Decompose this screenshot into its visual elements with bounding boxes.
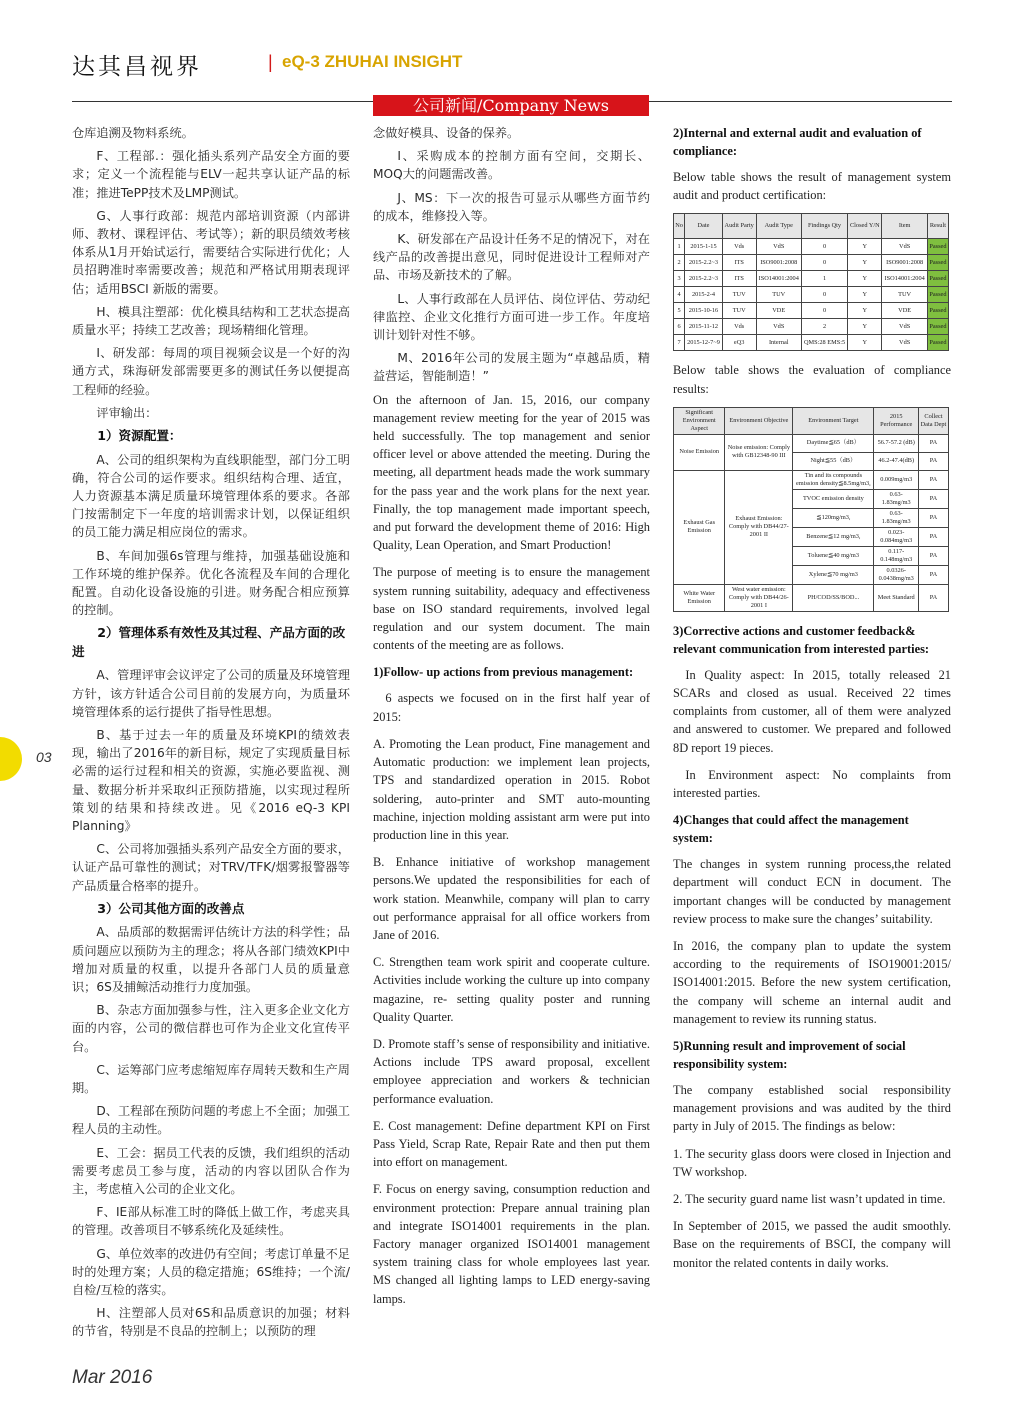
audit-heading: 2)Internal and external audit and evaluation of compliance: — [673, 126, 922, 158]
table-cell: 7 — [674, 335, 685, 351]
table-header-cell: Audit Party — [722, 214, 756, 239]
paragraph: A、公司的组织架构为直线职能型，部门分工明确，符合公司的运作要求。组织结构合理、适宜，人力资源基本满足质量环境管理体系的要求。各部门按需制定下一年度的培训需求计划，以保证组织的员工能力满足相应岗位的需求。 — [72, 452, 350, 540]
paragraph: I、采购成本的控制方面有空间，交期长、MOQ大的问题需改善。 — [373, 149, 650, 182]
table-cell: ITS — [722, 271, 756, 287]
table-cell: Benzene≦12 mg/m3, — [793, 527, 874, 546]
table-cell: 5 — [674, 303, 685, 319]
table-row — [674, 319, 949, 335]
changes-paragraph-2: In 2016, the company plan to update the system according to the requirements of ISO19001:2015/ ISO14001:2015. Before the new system certification, the company will scheme an internal audit and management to review its running status. — [673, 939, 951, 1026]
paragraph: 仓库追溯及物料系统。 — [72, 126, 194, 140]
paragraph: J、MS：下一次的报告可显示从哪些方面节约的成本，维修投入等。 — [373, 190, 650, 223]
paragraph: 6 aspects we focused on in the first half year of 2015: — [373, 691, 650, 724]
table-cell: VDE — [882, 303, 927, 319]
aspect-cell: White Water Emission — [674, 584, 725, 611]
aspect-cell: Exhaust Gas Emission — [674, 470, 725, 584]
table-cell: 46.2-47.4(dB) — [874, 452, 918, 470]
table-cell: ISO9001:2008 — [756, 255, 801, 271]
table-cell: ISO9001:2008 — [882, 255, 927, 271]
objective-cell: West water emission: Comply with DB44/26-2001 I — [725, 584, 793, 611]
table-cell: QMS:28 EMS:5 — [801, 335, 847, 351]
social-responsibility-heading: 5)Running result and improvement of social responsibility system: — [673, 1039, 906, 1072]
social-paragraph-1: The company established social responsibility management provisions and was audited by the third party in July of 2015. The findings as below: — [673, 1083, 951, 1134]
section-banner: 公司新闻/Company News — [373, 95, 649, 116]
table-cell: 2015-1-15 — [685, 239, 723, 255]
table-header-cell: Findings Qty — [801, 214, 847, 239]
table-cell: 3 — [674, 271, 685, 287]
result-badge: Passed — [927, 303, 948, 319]
paragraph: B、杂志方面加强参与性，注入更多企业文化方面的内容，公司的微信群也可作为企业文化宣传平台。 — [72, 1003, 350, 1054]
brand-chinese: 达其昌视界 — [72, 54, 202, 80]
page-number: 03 — [36, 749, 52, 765]
paragraph: G、单位效率的改进仍有空间；考虑订单量不足时的处理方案；人员的稳定措施；6S维持；一个流/自检/互检的落实。 — [72, 1246, 350, 1297]
paragraph: E. Cost management: Define department KPI on First Pass Yield, Scrap Rate, Repair Rate and then put them into effort on management. — [373, 1118, 650, 1170]
table-cell: Meet Standard — [874, 584, 918, 611]
issue-date: Mar 2016 — [72, 1367, 153, 1388]
paragraph: A、管理评审会议评定了公司的质量及环境管理方针，该方针适合公司目前的发展方向，为质量环境管理体系的运行提供了指导性思想。 — [72, 668, 350, 719]
evaluation-intro: Below table shows the evaluation of compliance results: — [673, 363, 951, 396]
quality-aspect-paragraph: In Quality aspect: In 2015, totally released 21 SCARs and closed as usual. Received 22 times complaints from customer, all of them were analyzed and answered to customer. We prepared and followed 8D report 19 pieces. — [673, 667, 951, 755]
table-cell: Y — [848, 303, 882, 319]
table-header-cell: Date — [685, 214, 723, 239]
table-cell: PA — [918, 508, 948, 527]
table-cell: 0.023-0.084mg/m3 — [874, 527, 918, 546]
table-cell: 2 — [674, 255, 685, 271]
result-badge: Passed — [927, 239, 948, 255]
table-cell: TVOC emission density — [793, 489, 874, 508]
table-cell: PA — [918, 565, 948, 584]
audit-table-header — [674, 214, 949, 239]
paragraph: L、人事行政部在人员评估、岗位评估、劳动纪律监控、企业文化推行方面可进一步工作。年度培训计划针对性不够。 — [373, 291, 650, 343]
table-header-cell: Audit Type — [756, 214, 801, 239]
result-badge: Passed — [927, 255, 948, 271]
result-badge: Passed — [927, 319, 948, 335]
table-cell: ISO14001:2004 — [756, 271, 801, 287]
paragraph: B、车间加强6s管理与维持，加强基础设施和工作环境的维护保养。优化各流程及车间的合理化配置。自动化设备设施的引进。财务配合相应预算的控制。 — [72, 548, 350, 618]
table-cell: PA — [918, 489, 948, 508]
table-cell: Y — [848, 335, 882, 351]
table-cell: ITS — [722, 255, 756, 271]
table-header-cell: 2015 Performance — [874, 407, 918, 434]
social-paragraph-2: In September of 2015, we passed the audit smoothly. Base on the requirements of BSCI, the company will monitor the related contents in daily works. — [673, 1219, 951, 1270]
table-cell: 0 — [801, 239, 847, 255]
table-cell: TUV — [882, 287, 927, 303]
paragraph: F. Focus on energy saving, consumption reduction and environment protection: Prepare annual training plan and integrate ISO14001 requirements in the plan. Factory manager organized ISO14001 management system training class for whole employees last year. MS changed all lighting lamps to LED energy-saving lamps. — [373, 1182, 650, 1306]
paragraph: K、研发部在产品设计任务不足的情况下，对在线产品的改善提出意见，同时促进设计工程师对产品、市场及新技术的了解。 — [373, 232, 650, 283]
table-cell: Internal — [756, 335, 801, 351]
table-row — [674, 584, 949, 611]
page-number-marker — [0, 737, 22, 781]
aspect-cell: Noise Emission — [674, 434, 725, 470]
table-row — [674, 335, 949, 351]
table-cell: PA — [918, 470, 948, 489]
table-cell: Daytime≦65（dB） — [793, 434, 874, 452]
table-cell: TUV — [756, 287, 801, 303]
table-cell: Xylene≦70 mg/m3 — [793, 565, 874, 584]
paragraph: C. Strengthen team work spirit and cooperate culture. Activities include working the culture up into company magazine, re- setting quality poster and running Quality Quarter. — [373, 955, 650, 1024]
table-row — [674, 434, 949, 452]
table-cell: PA — [918, 452, 948, 470]
table-cell: 0 — [801, 303, 847, 319]
table-cell: 2015-2.2~3 — [685, 271, 723, 287]
table-cell: VdS — [882, 239, 927, 255]
paragraph: B. Enhance initiative of workshop management persons.We updated the responsibilities for each of work station. Meanwhile, company will plan to carry out performance appraisal for all office workers from Jane of 2016. — [373, 855, 650, 942]
table-cell: PA — [918, 527, 948, 546]
table-cell: Y — [848, 239, 882, 255]
table-cell: Tin and its compounds emission density≦8.5mg/m3, — [793, 470, 874, 489]
paragraph: The purpose of meeting is to ensure the management system running suitability, adequacy and effectiveness base on ISO standard requirements, involved legal regulation and our system document. The main contents of the meeting are as follows. — [373, 565, 650, 653]
table-cell: eQ3 — [722, 335, 756, 351]
table-cell: Y — [848, 255, 882, 271]
table-cell: 0.117-0.148mg/m3 — [874, 546, 918, 565]
page-header — [72, 46, 952, 82]
table-cell: 56.7-57.2 (dB) — [874, 434, 918, 452]
table-cell: 2015-10-16 — [685, 303, 723, 319]
table-cell: 2 — [801, 319, 847, 335]
table-cell: 2015-12-7~9 — [685, 335, 723, 351]
table-row — [674, 271, 949, 287]
table-cell: VdS — [882, 335, 927, 351]
table-cell: 4 — [674, 287, 685, 303]
table-cell: PA — [918, 546, 948, 565]
evaluation-table-header — [674, 407, 949, 434]
column-1 — [72, 124, 350, 1346]
section-heading: 1)Follow- up actions from previous management: — [373, 665, 634, 680]
table-cell: 2015-11-12 — [685, 319, 723, 335]
result-badge: Passed — [927, 271, 948, 287]
brand-separator: | — [268, 52, 273, 72]
column-2 — [373, 124, 650, 1317]
objective-cell: Exhaust Emission: Comply with DB44/27-2001 II — [725, 470, 793, 584]
evaluation-table — [673, 407, 949, 612]
table-cell: VdS — [756, 239, 801, 255]
table-header-cell: Environment Target — [793, 407, 874, 434]
audit-table — [673, 213, 949, 351]
table-cell: VdS — [882, 319, 927, 335]
environment-aspect-paragraph: In Environment aspect: No complaints from interested parties. — [673, 767, 951, 801]
table-row — [674, 239, 949, 255]
table-cell: 2015-2-4 — [685, 287, 723, 303]
paragraph: I、研发部：每周的项目视频会议是一个好的沟通方式，珠海研发部需要更多的测试任务以便提高工程师的经验。 — [72, 346, 350, 397]
section-heading: 2）管理体系有效性及其过程、产品方面的改进 — [72, 625, 346, 659]
table-cell: Y — [848, 271, 882, 287]
paragraph: F、IE部从标准工时的降低上做工作，考虑夹具的管理。改善项目不够系统化及延续性。 — [72, 1205, 350, 1238]
table-row — [674, 287, 949, 303]
table-cell: Night≦55（dB） — [793, 452, 874, 470]
table-cell: PA — [918, 434, 948, 452]
paragraph: H、注塑部人员对6S和品质意识的加强；材料的节省，特别是不良品的控制上；以预防的理 — [72, 1306, 350, 1339]
changes-heading: 4)Changes that could affect the management system: — [673, 813, 909, 846]
table-cell: ≦120mg/m3, — [793, 508, 874, 527]
table-row — [674, 303, 949, 319]
table-row — [674, 255, 949, 271]
table-cell: 1 — [801, 271, 847, 287]
paragraph: A、品质部的数据需评估统计方法的科学性；品质问题应以预防为主的理念；将从各部门绩效KPI中增加对质量的权重，以提升各部门人员的质量意识；6S及捕鲸活动推行力度加强。 — [72, 925, 350, 994]
table-cell: Vds — [722, 239, 756, 255]
table-header-cell: Significant Environment Aspect — [674, 407, 725, 434]
section-heading: 1）资源配置： — [97, 428, 182, 444]
table-cell: 6 — [674, 319, 685, 335]
table-cell: TUV — [722, 303, 756, 319]
paragraph: 念做好模具、设备的保养。 — [373, 126, 520, 140]
table-cell: 0.63-1.83mg/m3 — [874, 489, 918, 508]
table-cell: Vds — [722, 319, 756, 335]
table-header-cell: Collect Data Dept — [918, 407, 948, 434]
table-row — [674, 470, 949, 489]
brand-english: eQ-3 ZHUHAI INSIGHT — [282, 52, 463, 71]
table-cell: Y — [848, 319, 882, 335]
table-cell: VdS — [756, 319, 801, 335]
audit-intro: Below table shows the result of management system audit and product certification: — [673, 170, 951, 203]
paragraph: H、模具注塑部：优化模具结构和工艺状态提高质量水平；持续工艺改善；现场精细化管理。 — [72, 304, 350, 338]
paragraph: 评审输出： — [96, 405, 158, 420]
result-badge: Passed — [927, 335, 948, 351]
table-cell: TUV — [722, 287, 756, 303]
table-cell: PA — [918, 584, 948, 611]
table-header-cell: No — [674, 214, 685, 239]
table-cell: PH/COD/SS/BOD... — [793, 584, 874, 611]
table-cell: Toluene≦40 mg/m3 — [793, 546, 874, 565]
paragraph: D. Promote staff’s sense of responsibility and initiative. Actions include TPS award proposal, excellent employee appreciation and workers & technician performance evaluation. — [373, 1036, 650, 1106]
section-heading: 3）公司其他方面的改善点 — [97, 900, 245, 916]
social-finding-1: 1. The security glass doors were closed in Injection and TW workshop. — [673, 1146, 951, 1179]
corrective-heading: 3)Corrective actions and customer feedback& relevant communication from interested parties: — [673, 623, 930, 656]
paragraph: C、公司将加强插头系列产品安全方面的要求，认证产品可靠性的测试；对TRV/TFK/烟雾报警器等产品质量合格率的提升。 — [72, 842, 350, 893]
paragraph: M、2016年公司的发展主题为“卓越品质，精益营运，智能制造！” — [373, 351, 650, 384]
table-cell: 1 — [674, 239, 685, 255]
table-cell: 0.63-1.83mg/m3 — [874, 508, 918, 527]
changes-paragraph-1: The changes in system running process,the related department will conduct ECN in document. The important changes will be conducted by management review process to make sure the changes’ suitability. — [673, 857, 951, 926]
paragraph: A. Promoting the Lean product, Fine management and Automatic production: we implement lean projects, TPS and standardized operation in 2015. Robot soldering, auto-printer and SMT auto-mounting machine, injection molding assistant arm were put into production line in this year. — [373, 736, 650, 842]
paragraph: F、工程部.：强化插头系列产品安全方面的要求；定义一个流程能与ELV一起共享认证产品的标准；推进TePP技术及LMP测试。 — [72, 149, 350, 200]
paragraph: E、工会：据员工代表的反馈，我们组织的活动需要考虑员工参与度，活动的内容以团队合作为主，考虑植入公司的企业文化。 — [72, 1145, 350, 1196]
table-cell: 0.009mg/m3 — [874, 470, 918, 489]
table-cell: 0 — [801, 287, 847, 303]
objective-cell: Noise emission: Comply with GB12348-90 III — [725, 434, 793, 470]
table-cell: ISO14001:2004 — [882, 271, 927, 287]
result-badge: Passed — [927, 287, 948, 303]
table-cell: Y — [848, 287, 882, 303]
social-finding-2: 2. The security guard name list wasn’t updated in time. — [673, 1192, 946, 1207]
table-header-cell: Item — [882, 214, 927, 239]
table-cell: 0 — [801, 255, 847, 271]
paragraph: On the afternoon of Jan. 15, 2016, our company management review meeting for the year of 2015 was held successfully. The top management and senior officer level or above attended the meeting. During the meeting, all department heads made the work summary for the pass year and the work plans for the next year. Finally, the top management made important speech, and put forward the development theme of 2016: High Quality, Lean Operation, and Smart Production! — [373, 392, 650, 553]
column-3 — [673, 124, 951, 1281]
paragraph: B、基于过去一年的质量及环境KPI的绩效表现，输出了2016年的新目标，规定了实现质量目标必需的运行过程和相关的资源，实施必要监视、测量、数据分析并采取纠正预防措施，以实现过程所策划的结果和持续改进。见《2016 eQ-3 KPI Planning》 — [72, 727, 350, 833]
table-header-cell: Environment Objective — [725, 407, 793, 434]
paragraph: D、工程部在预防问题的考虑上不全面；加强工程人员的主动性。 — [72, 1104, 350, 1137]
table-header-cell: Closed Y/N — [848, 214, 882, 239]
paragraph: C、运筹部门应考虑缩短库存周转天数和生产周期。 — [72, 1062, 350, 1095]
table-cell: 0.0326-0.0438mg/m3 — [874, 565, 918, 584]
table-cell: VDE — [756, 303, 801, 319]
table-cell: 2015-2.2~3 — [685, 255, 723, 271]
paragraph: G、人事行政部：规范内部培训资源（内部讲师、教材、课程评估、考试等）；新的职员绩效考核体系从1月开始试运行，需要结合实际进行优化；人员招聘准时率需要改善；规范和严格试用期表现评估；适用BSCI 新版的需要。 — [72, 208, 350, 296]
table-header-cell: Result — [927, 214, 948, 239]
